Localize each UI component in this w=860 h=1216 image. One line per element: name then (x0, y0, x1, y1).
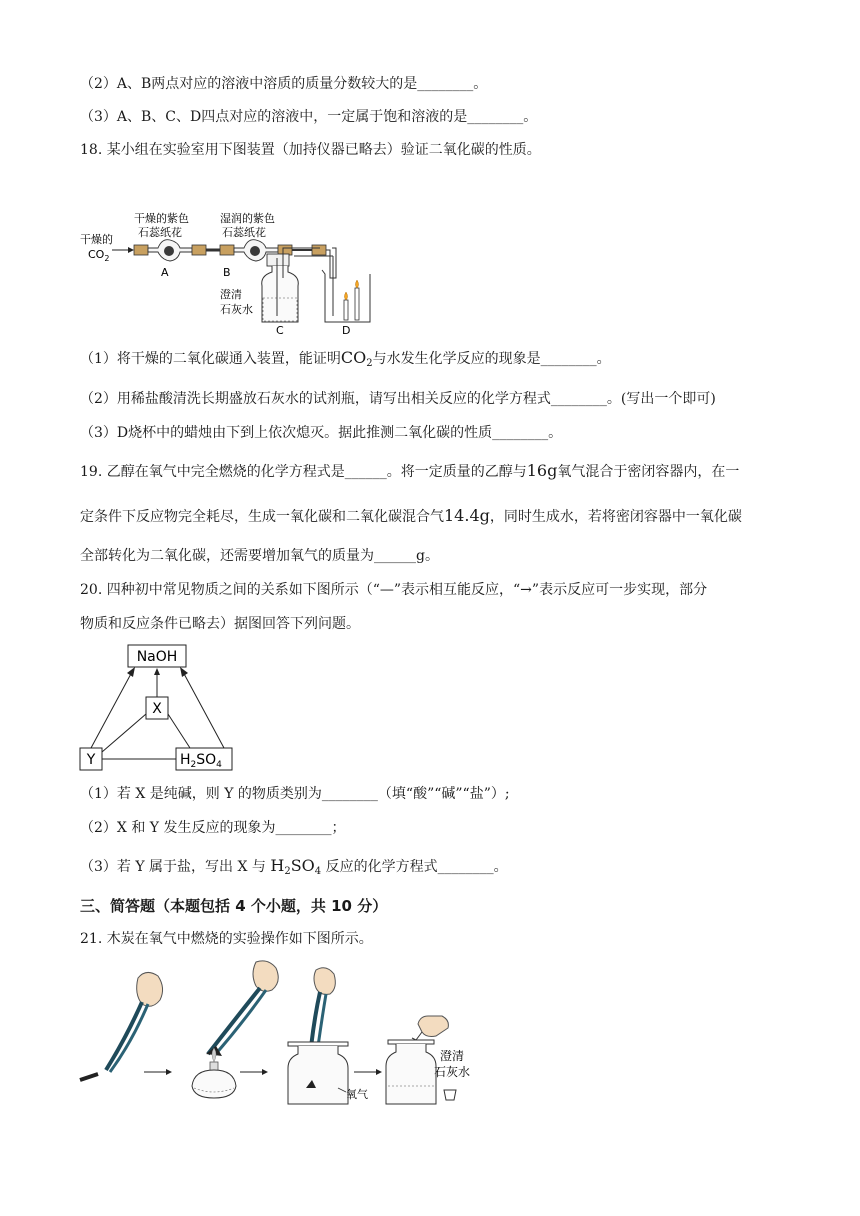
q21-stem: 21. 木炭在氧气中燃烧的实验操作如下图所示。 (80, 931, 373, 947)
q17-part3: （3）A、B、C、D四点对应的溶液中，一定属于饱和溶液的是________。 (80, 109, 538, 125)
oxygen-label: 氧气 (346, 1088, 368, 1101)
label-b: B (223, 266, 231, 279)
hand-icon (137, 972, 163, 1006)
label-a-line2: 石蕊纸花 (138, 226, 182, 239)
q20-line2: 物质和反应条件已略去）据图回答下列问题。 (80, 616, 360, 632)
alcohol-lamp (192, 1070, 236, 1098)
q20-part1: （1）若 X 是纯碱，则 Y 的物质类别为________（填“酸”“碱”“盐”）; (80, 786, 510, 802)
step1-tongs (80, 972, 163, 1080)
q18-apparatus-figure (80, 198, 380, 338)
gas-jar (288, 1046, 348, 1104)
label-a-line1: 干燥的紫色 (134, 212, 189, 225)
paper-flower-a (164, 246, 174, 256)
label-c-line1: 澄清 (220, 288, 242, 301)
gas-jar-lime (386, 1044, 436, 1104)
q20-part2: （2）X 和 Y 发生反应的现象为________； (80, 820, 346, 836)
q20-line1: 20. 四种初中常见物质之间的关系如下图所示（“—”表示相互能反应，“→”表示反应可一步实现，部分 (80, 582, 708, 598)
line-h2so4-naoh (182, 670, 224, 748)
flame-tall (356, 280, 359, 288)
label-a: A (161, 266, 169, 279)
q17-part2: （2）A、B两点对应的溶液中溶质的质量分数较大的是________。 (80, 76, 488, 92)
lamp-flame (212, 1048, 216, 1062)
flame-short (345, 292, 348, 300)
q18-stem: 18. 某小组在实验室用下图装置（加持仪器已略去）验证二氧化碳的性质。 (80, 142, 541, 158)
q21-charcoal-experiment-figure (76, 958, 476, 1110)
stopper (444, 1090, 456, 1100)
inlet-co2-label: $CO_2$ (88, 248, 110, 263)
bottle-c-stopper (267, 254, 289, 266)
label-b-line2: 石蕊纸花 (222, 226, 266, 239)
glass-plate (288, 1042, 348, 1046)
lime-label-line1: 澄清 (440, 1049, 465, 1063)
hand-icon (418, 1016, 448, 1037)
stopper-a-left (134, 245, 148, 255)
svg-text:H2SO4: $H_2SO_4$ (180, 752, 222, 770)
arrow-y-to-naoh (91, 670, 133, 748)
paper-flower-b (250, 246, 260, 256)
inlet-label: 干燥的 (80, 233, 113, 246)
section-3-title: 三、简答题（本题包括 4 个小题，共 10 分） (80, 897, 388, 915)
candle-short (344, 300, 348, 320)
q18-part3: （3）D烧杯中的蜡烛由下到上依次熄灭。据此推测二氧化碳的性质________。 (80, 425, 563, 441)
svg-text:Y: Y (86, 752, 96, 768)
label-b-line1: 湿润的紫色 (220, 212, 275, 225)
label-d: D (342, 324, 351, 337)
hand-icon (314, 968, 335, 995)
q20-part3: （3）若 Y 属于盐，写出 X 与 $H_2SO_4$ 反应的化学方程式________。 (80, 856, 508, 877)
svg-text:NaOH: NaOH (136, 649, 178, 665)
step2-heating (192, 961, 278, 1098)
lime-label-line2: 石灰水 (434, 1065, 471, 1079)
q19-line3: 全部转化为二氧化碳，还需要增加氧气的质量为______g。 (80, 548, 439, 564)
q18-part1: （1）将干燥的二氧化碳通入装置，能证明$CO_2$与水发生化学反应的现象是________。 (80, 348, 611, 369)
label-c-line2: 石灰水 (220, 303, 253, 316)
svg-text:X: X (152, 701, 162, 717)
charcoal-piece (80, 1074, 98, 1080)
step3-oxygen-bottle (288, 968, 368, 1104)
q19-line2: 定条件下反应物完全耗尽，生成一氧化碳和二氧化碳混合气14.4g，同时生成水，若将密闭容器中一氧化碳 (80, 506, 742, 525)
label-c: C (276, 324, 284, 337)
q20-relation-diagram (78, 642, 238, 774)
q19-line1: 19. 乙醇在氧气中完全燃烧的化学方程式是______。将一定质量的乙醇与16g氧气混合于密闭容器内，在一 (80, 461, 740, 480)
line-x-h2so4 (168, 714, 190, 748)
step4-lime-water (386, 1016, 470, 1104)
line-x-y (102, 714, 146, 752)
hand-icon (253, 961, 278, 991)
gas-washing-bottle-c (262, 266, 299, 322)
candle-tall (355, 288, 359, 320)
q18-part2: （2）用稀盐酸清洗长期盛放石灰水的试剂瓶，请写出相关反应的化学方程式________。(写出一个即可) (80, 391, 716, 407)
